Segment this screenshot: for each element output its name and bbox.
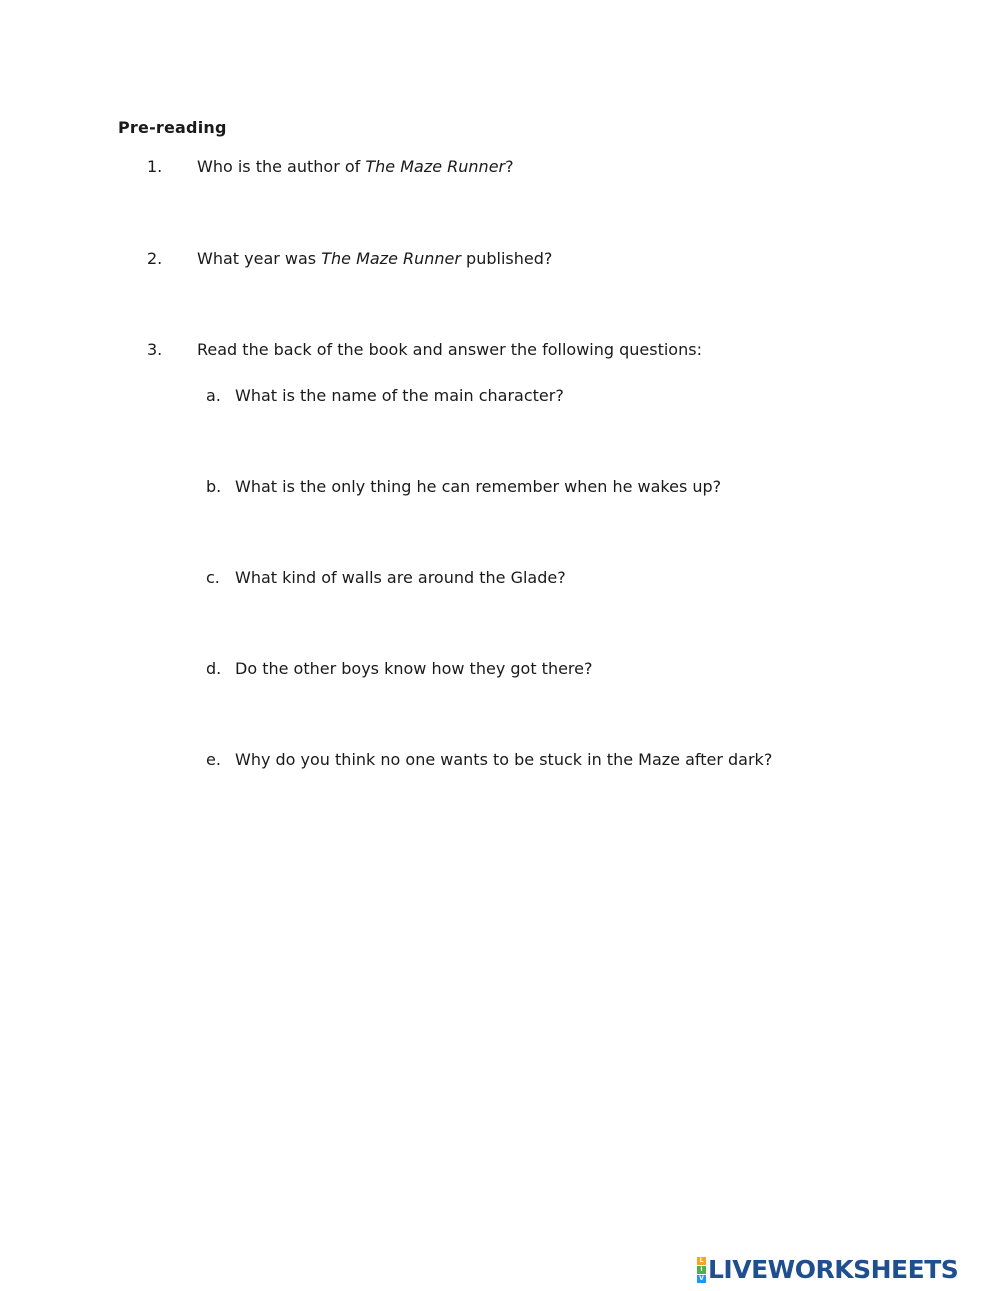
subquestion-text: Do the other boys know how they got there? (235, 659, 593, 678)
subquestion-text: What is the only thing he can remember when he wakes up? (235, 477, 722, 496)
question-text: What year was The Maze Runner published? (197, 249, 553, 268)
subquestion-letter: d. (206, 659, 222, 678)
logo-blocks-icon: L I V (697, 1257, 706, 1283)
subquestion-letter: b. (206, 477, 222, 496)
subquestion-text: What kind of walls are around the Glade? (235, 568, 566, 587)
section-title: Pre-reading (118, 118, 227, 137)
subquestion-letter: e. (206, 750, 221, 769)
question-number: 3. (147, 340, 163, 359)
question-number: 1. (147, 157, 163, 176)
logo-text: LIVEWORKSHEETS (708, 1255, 959, 1284)
liveworksheets-logo (697, 1257, 958, 1283)
question-text: Who is the author of The Maze Runner? (197, 157, 514, 176)
subquestion-letter: c. (206, 568, 220, 587)
subquestion-text: What is the name of the main character? (235, 386, 564, 405)
question-text: Read the back of the book and answer the following questions: (197, 340, 702, 359)
subquestion-letter: a. (206, 386, 221, 405)
subquestion-text: Why do you think no one wants to be stuck in the Maze after dark? (235, 750, 773, 769)
question-number: 2. (147, 249, 163, 268)
